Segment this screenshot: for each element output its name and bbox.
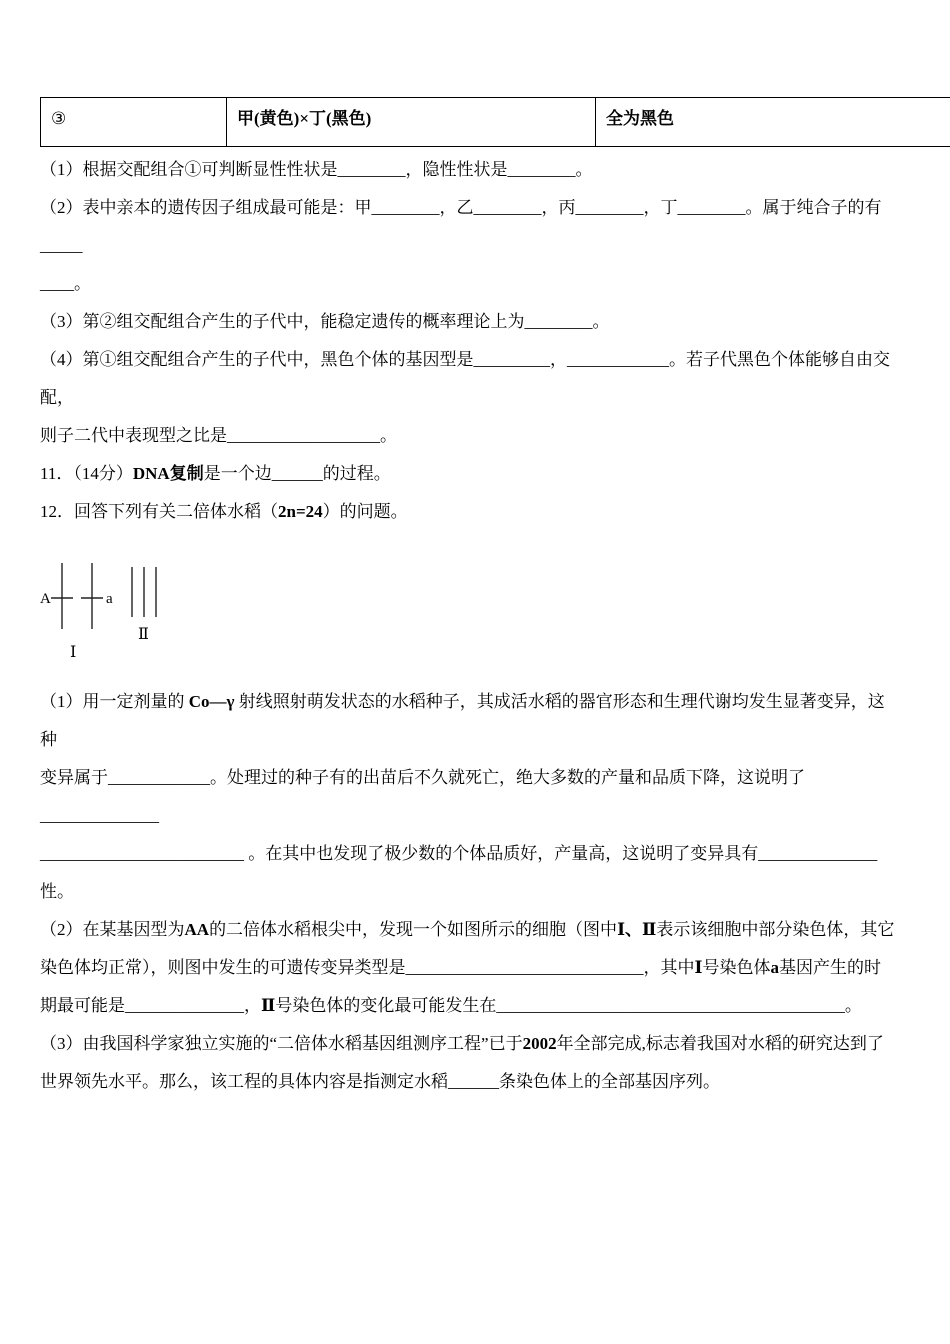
q12-p2-roman-pair: Ⅰ、Ⅱ [617,920,657,939]
q12-intro-ploidy: 2n=24 [278,502,323,521]
q10-sub2-continuation-line: ____。 [40,274,91,293]
q12-p2-genotype: AA [184,920,210,939]
q12-p1-l1a: （1）用一定剂量的 [40,692,189,711]
q12-intro-a: 12．回答下列有关二倍体水稻（ [40,502,278,521]
q11-bold-text: DNA复制 [132,464,204,483]
q10-sub2-line: （2）表中亲本的遗传因子组成最可能是：甲________，乙________，丙________，丁________。属于纯合子的有_____ [40,198,882,255]
q12-p2-gene-a: a [770,958,779,977]
q12-p3-year: 2002 [522,1034,557,1053]
q10-sub4-line: （4）第①组交配组合产生的子代中，黑色个体的基因型是_________，____________。若子代黑色个体能够自由交配， [40,350,890,407]
q12-p1-line1 [40,683,895,759]
q10-sub4-continuation-line: 则子二代中表现型之比是__________________。 [40,426,397,445]
q12-p1-line2: 变异属于____________。处理过的种子有的出苗后不久就死亡，绝大多数的产量和品质下降，这说明了______________ [40,768,805,825]
allele-a-label: a [106,591,113,607]
q12-p3-line1 [40,1025,895,1063]
q12-p2-l1e: 表示该细胞中部分染色体，其它 [656,920,895,939]
q12-p3-l1c: 年全部完成,标志着我国对水稻的研究达到了 [556,1034,884,1053]
cross-combination-table [40,97,950,147]
q12-p1-l1c: 射线照射萌发状态的水稻种子，其成活水稻的器官形态和生理代谢均发生显著变异，这种 [40,692,885,749]
q12-p1-line3: ________________________ 。在其中也发现了极少数的个体品质好，产量高，这说明了变异具有______________ [40,844,878,863]
chromosome-diagram [40,557,220,665]
q12-p1-ray-label: Co—γ [188,692,235,711]
q12-intro-c: ）的问题。 [322,502,408,521]
q12-p2-l1c: 的二倍体水稻根尖中，发现一个如图所示的细胞（图中 [209,920,618,939]
q12-p2-roman-II: Ⅱ [261,996,276,1015]
allele-A-label: A [40,591,51,607]
q12-p2-line2 [40,949,895,987]
q12-p2-l2e: 基因产生的时 [778,958,881,977]
chromosome-II-label: Ⅱ [138,626,149,643]
q12-p2-l2c: 号染色体 [702,958,771,977]
table-row [41,98,950,147]
q12-p2-l3a: 期最可能是______________， [40,996,261,1015]
question-12-intro-line [40,493,895,531]
table-cell-result: 全为黑色 [596,98,950,147]
chromosome-figure [40,557,220,665]
q12-p3-line2: 世界领先水平。那么，该工程的具体内容是指测定水稻______条染色体上的全部基因序列。 [40,1072,720,1091]
table-cell-group-number: ③ [41,98,227,147]
table-cell-cross: 甲(黄色)×丁(黑色) [227,98,596,147]
q12-p2-l3c: 号染色体的变化最可能发生在_________________________________________。 [275,996,862,1015]
q12-p1-line4: 性。 [40,882,74,901]
q11-rest-text: 是一个边______的过程。 [203,464,391,483]
q10-sub3-line: （3）第②组交配组合产生的子代中，能稳定遗传的概率理论上为________。 [40,312,610,331]
q12-p2-roman-I: Ⅰ [694,958,703,977]
q12-p2-line1 [40,911,895,949]
question-11-line [40,455,895,493]
chromosome-I-label: Ⅰ [70,644,77,661]
q12-p3-l1a: （3）由我国科学家独立实施的“二倍体水稻基因组测序工程”已于 [40,1034,523,1053]
q12-p2-l2a: 染色体均正常），则图中发生的可遗传变异类型是____________________________，其中 [40,958,695,977]
q12-p2-line3 [40,987,895,1025]
q10-sub1-line: （1）根据交配组合①可判断显性性状是________，隐性性状是________。 [40,160,593,179]
q11-number: 11．（14分） [40,464,133,483]
q12-p2-l1a: （2）在某基因型为 [40,920,185,939]
